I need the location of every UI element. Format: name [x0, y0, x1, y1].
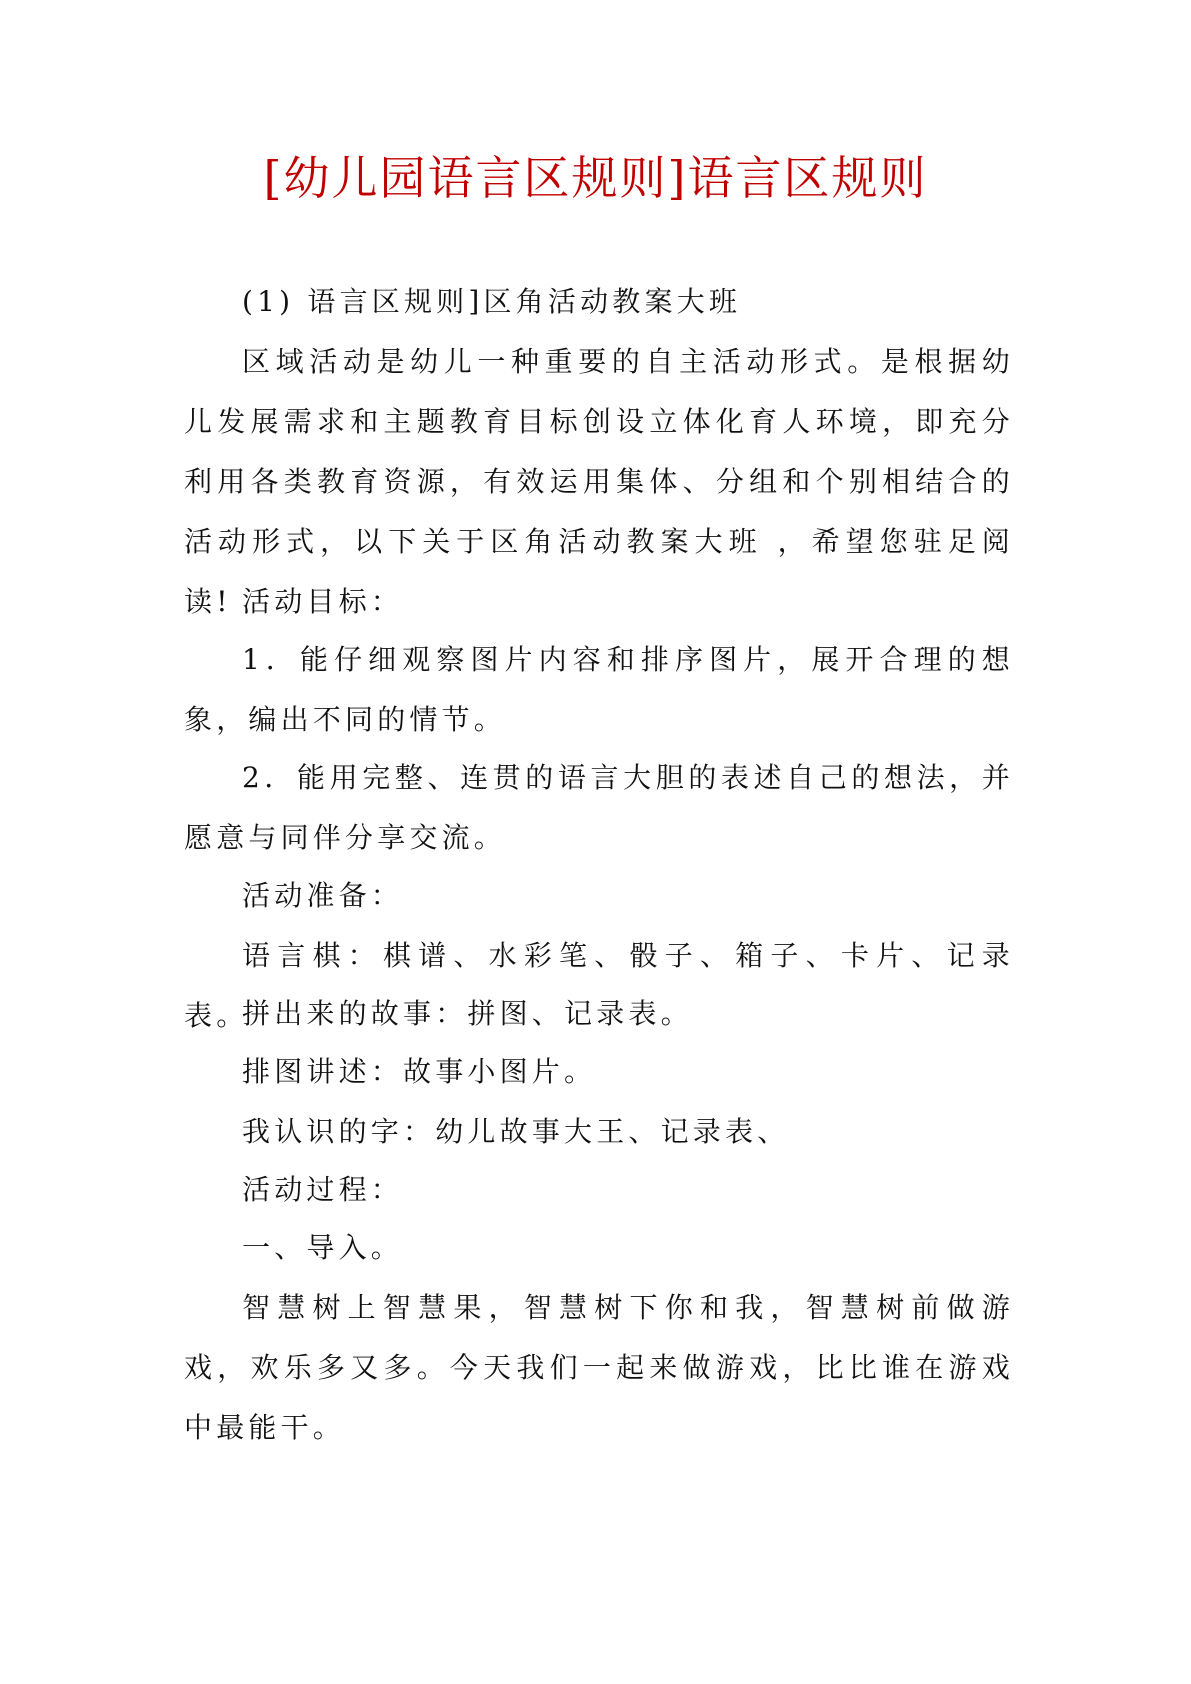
paragraph-goal-2: 2．能用完整、连贯的语言大胆的表述自己的想法，并愿意与同伴分享交流。 [184, 761, 1014, 854]
paragraph-step-1: 一、导入。 [242, 1231, 404, 1264]
paragraph-goal-1: 1．能仔细观察图片内容和排序图片，展开合理的想象，编出不同的情节。 [184, 643, 1014, 736]
paragraph-process-heading: 活动过程： [242, 1173, 404, 1206]
paragraph-intro: 区域活动是幼儿一种重要的自主活动形式。是根据幼儿发展需求和主题教育目标创设立体化育人环境，即充分利用各类教育资源，有效运用集体、分组和个别相结合的活动形式，以下关于区角活动教案大班 ，希望您驻足阅读! [184, 345, 1014, 618]
paragraph-prep-1: 语言棋：棋谱、水彩笔、骰子、箱子、卡片、记录表。 [184, 939, 1014, 1032]
paragraph-prep-4: 我认识的字：幼儿故事大王、记录表、 [242, 1115, 790, 1148]
paragraph-goals-heading: 活动目标： [242, 585, 404, 618]
paragraph-step-1-text: 智慧树上智慧果，智慧树下你和我，智慧树前做游戏，欢乐多又多。今天我们一起来做游戏，比比谁在游戏中最能干。 [184, 1291, 1014, 1444]
paragraph-section-heading: (1) 语言区规则]区角活动教案大班 [242, 285, 742, 318]
paragraph-prep-3: 排图讲述：故事小图片。 [242, 1055, 597, 1088]
paragraph-prep-2: 拼出来的故事：拼图、记录表。 [242, 997, 693, 1030]
document-title: [幼儿园语言区规则]语言区规则 [263, 151, 928, 205]
paragraph-prep-heading: 活动准备： [242, 879, 404, 912]
